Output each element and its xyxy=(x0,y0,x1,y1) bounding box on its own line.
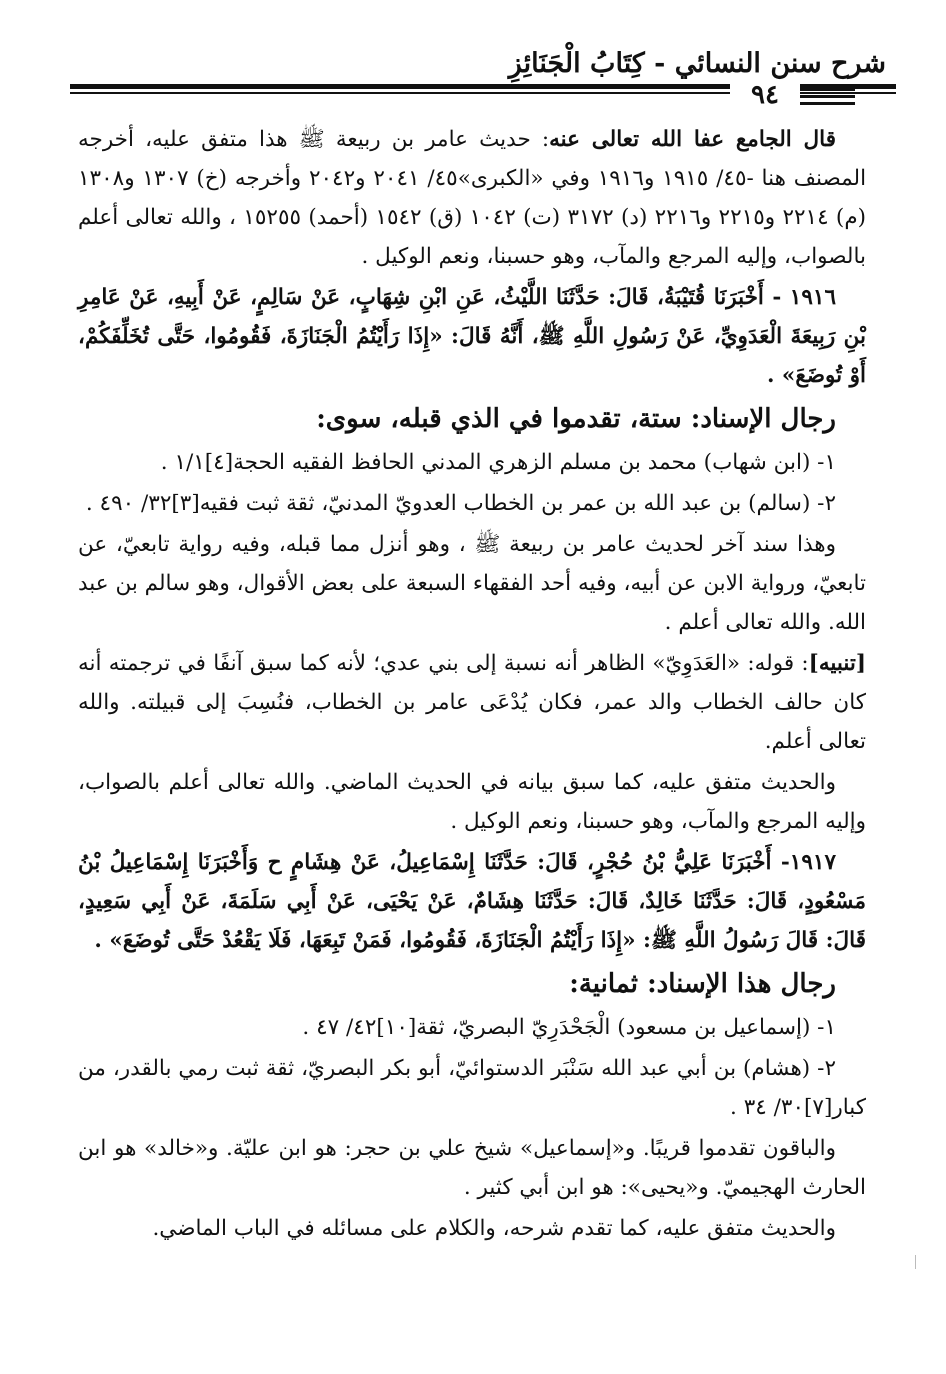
section-heading-narrators-1: رجال الإسناد: ستة، تقدموا في الذي قبله، سوى: xyxy=(316,404,836,434)
paragraph-2: وهذا سند آخر لحديث عامر بن ربيعة ﷺ ، وهو أنزل مما قبله، وفيه رواية تابعيّ، عن تابعيّ، ورواية الابن عن أبيه، وفيه أحد الفقهاء السبعة على بعض الأقوال، وهو سالم بن عبد الله. والله تعالى أعلم . xyxy=(78,532,866,635)
paragraph-text: : حديث عامر بن ربيعة ﷺ هذا متفق عليه، أخرجه المصنف هنا -٤٥/ ١٩١٥ و١٩١٦ وفي «الكبرى»٤٥/ ٢٠٤١ و٢٠٤٢ وأخرجه (خ) ١٣٠٧ و١٣٠٨ (م) ٢٢١٤ و٢٢١٥ و٢٢١٦ (د) ٣١٧٢ (ت) ١٠٤٢ (ق) ١٥٤٢ (أحمد) ١٥٢٥٥ ، والله تعالى أعلم بالصواب، وإليه المرجع والمآب، وهو حسبنا، ونعم الوكيل . xyxy=(78,127,867,269)
hadith-1917: ١٩١٧- أَخْبَرَنَا عَلِيُّ بْنُ حُجْرٍ، قَالَ: حَدَّثَنَا إِسْمَاعِيلُ، عَنْ هِشَامٍ ح وَأَخْبَرَنَا إِسْمَاعِيلُ بْنُ مَسْعُودٍ، قَالَ: حَدَّثَنَا خَالِدٌ، قَالَ: حَدَّثَنَا هِشَامٌ، عَنْ يَحْيَى، عَنْ أَبِي سَلَمَةَ، عَنْ أَبِي سَعِيدٍ، قَالَ: قَالَ رَسُولُ اللَّهِ ﷺ: «إِذَا رَأَيْتُمُ الْجَنَازَةَ، فَقُومُوا، فَمَنْ تَبِعَهَا، فَلَا يَقْعُدْ حَتَّى تُوضَعَ» . xyxy=(78,850,866,953)
paragraph-5: والباقون تقدموا قريبًا. و«إسماعيل» شيخ علي بن حجر: هو ابن عليّة. و«خالد» هو ابن الحارث الهجيميّ. و«يحيى»: هو ابن أبي كثير . xyxy=(78,1136,866,1200)
narrator-item: ١- (إسماعيل بن مسعود) الْجَحْدَرِيّ البصريّ، ثقة[١٠]٤٢/ ٤٧ . xyxy=(302,1015,836,1040)
narrator-item: ٢- (هشام) بن أبي عبد الله سَنْبَر الدستوائيّ، أبو بكر البصريّ، ثقة ثبت رمي بالقدر، من كبار[٧]٣٠/ ٣٤ . xyxy=(78,1056,866,1120)
narrator-item: ١- (ابن شهاب) محمد بن مسلم الزهري المدني الحافظ الفقيه الحجة[٤]١/١ . xyxy=(160,450,836,475)
narrator-item: ٢- (سالم) بن عبد الله بن عمر بن الخطاب العدويّ المدنيّ، ثقة ثبت فقيه[٣]٣٢/ ٤٩٠ . xyxy=(85,491,836,516)
section-heading-narrators-2: رجال هذا الإسناد: ثمانية: xyxy=(569,969,836,999)
page-number: ٩٤ xyxy=(730,80,800,110)
paragraph-1 xyxy=(78,120,866,276)
paragraph-4: والحديث متفق عليه، كما سبق بيانه في الحديث الماضي. والله تعالى أعلم بالصواب، وإليه المرجع والمآب، وهو حسبنا، ونعم الوكيل . xyxy=(78,770,866,834)
margin-mark xyxy=(915,1255,916,1269)
note-label: [تنبيه] xyxy=(808,651,866,676)
hadith-1916: ١٩١٦ - أَخْبَرَنَا قُتَيْبَةُ، قَالَ: حَدَّثَنَا اللَّيْثُ، عَنِ ابْنِ شِهَابٍ، عَنْ سَالِمٍ، عَنْ أَبِيهِ، عَنْ عَامِرِ بْنِ رَبِيعَةَ الْعَدَوِيِّ، عَنْ رَسُولِ اللَّهِ ﷺ، أَنَّهُ قَالَ: «إِذَا رَأَيْتُمُ الْجَنَازَةَ، فَقُومُوا، حَتَّى تُخَلِّفَكُمْ، أَوْ تُوضَعَ» . xyxy=(78,285,866,388)
paragraph-note xyxy=(78,644,866,761)
paragraph-lead: قال الجامع عفا الله تعالى عنه xyxy=(549,127,837,152)
note-text: : قوله: «العَدَوِيّ» الظاهر أنه نسبة إلى بني عدي؛ لأنه كما سبق آنفًا في ترجمته أنه كان حالف الخطاب والد عمر، فكان يُدْعَى عامر بن الخطاب، فنُسِبَ إلى قبيلته. والله تعالى أعلم. xyxy=(78,651,866,754)
page-body xyxy=(78,120,866,1250)
paragraph-6: والحديث متفق عليه، كما تقدم شرحه، والكلام على مسائله في الباب الماضي. xyxy=(152,1216,836,1241)
page-number-ornament xyxy=(795,88,855,109)
running-header-title: شرح سنن النسائي - كِتَابُ الْجَنَائِزِ xyxy=(508,48,886,79)
